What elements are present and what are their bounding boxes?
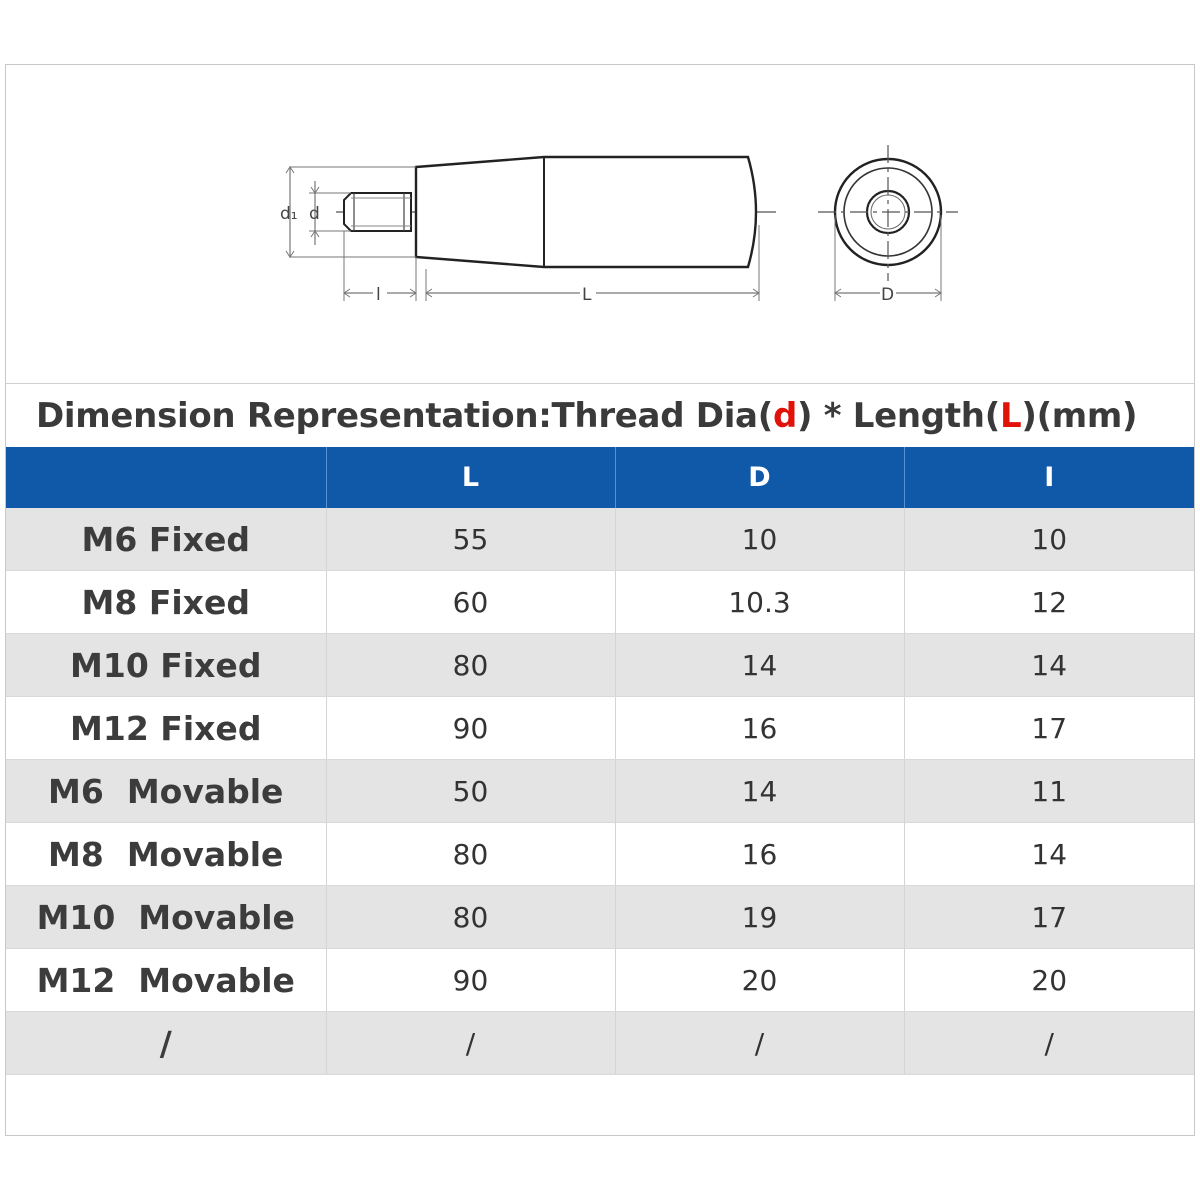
row-L: / xyxy=(326,1012,615,1075)
label-D: D xyxy=(881,285,895,305)
row-D: 10.3 xyxy=(615,571,904,634)
row-D: 10 xyxy=(615,508,904,571)
header-model xyxy=(6,447,326,508)
caption-middle: ) * Length( xyxy=(796,396,1000,436)
row-D: 14 xyxy=(615,760,904,823)
header-D: D xyxy=(615,447,904,508)
spec-sheet xyxy=(5,64,1195,1136)
table-row xyxy=(6,1012,1194,1075)
row-L: 80 xyxy=(326,886,615,949)
row-model: M12 Movable xyxy=(6,949,326,1012)
row-I: 14 xyxy=(904,634,1194,697)
technical-drawing xyxy=(6,65,1194,383)
row-I: 10 xyxy=(904,508,1194,571)
caption-bar xyxy=(6,383,1194,448)
row-L: 55 xyxy=(326,508,615,571)
end-view-shape xyxy=(818,145,958,301)
row-D: 20 xyxy=(615,949,904,1012)
row-model: M8 Fixed xyxy=(6,571,326,634)
table-row xyxy=(6,508,1194,571)
table-row xyxy=(6,571,1194,634)
row-D: 16 xyxy=(615,697,904,760)
row-L: 90 xyxy=(326,949,615,1012)
row-I: 12 xyxy=(904,571,1194,634)
row-D: 16 xyxy=(615,823,904,886)
row-I: / xyxy=(904,1012,1194,1075)
table-row xyxy=(6,823,1194,886)
row-L: 90 xyxy=(326,697,615,760)
label-L: L xyxy=(582,285,592,305)
row-model: M6 Fixed xyxy=(6,508,326,571)
spec-table xyxy=(6,447,1194,1075)
row-model: M8 Movable xyxy=(6,823,326,886)
table-row xyxy=(6,886,1194,949)
row-I: 17 xyxy=(904,886,1194,949)
table-row xyxy=(6,634,1194,697)
caption-var-L: L xyxy=(999,396,1022,436)
row-L: 80 xyxy=(326,823,615,886)
label-l: l xyxy=(376,285,381,305)
dimension-caption xyxy=(36,396,1137,436)
label-d: d xyxy=(309,204,320,224)
row-I: 20 xyxy=(904,949,1194,1012)
row-D: / xyxy=(615,1012,904,1075)
row-L: 50 xyxy=(326,760,615,823)
row-I: 17 xyxy=(904,697,1194,760)
row-L: 60 xyxy=(326,571,615,634)
row-model: M12 Fixed xyxy=(6,697,326,760)
row-model: / xyxy=(6,1012,326,1075)
row-model: M6 Movable xyxy=(6,760,326,823)
row-I: 14 xyxy=(904,823,1194,886)
table-row xyxy=(6,760,1194,823)
table-row xyxy=(6,697,1194,760)
row-L: 80 xyxy=(326,634,615,697)
table-header-row xyxy=(6,447,1194,508)
header-I: I xyxy=(904,447,1194,508)
caption-var-d: d xyxy=(772,396,797,436)
caption-prefix: Dimension Representation:Thread Dia( xyxy=(36,396,773,436)
caption-suffix: )(mm) xyxy=(1021,396,1138,436)
row-D: 14 xyxy=(615,634,904,697)
table-row xyxy=(6,949,1194,1012)
footer-blank xyxy=(6,1075,1194,1135)
label-d1: d₁ xyxy=(280,204,298,224)
handle-body-shape xyxy=(416,157,756,267)
row-D: 19 xyxy=(615,886,904,949)
row-I: 11 xyxy=(904,760,1194,823)
row-model: M10 Movable xyxy=(6,886,326,949)
thread-stud-shape xyxy=(344,193,411,231)
header-L: L xyxy=(326,447,615,508)
row-model: M10 Fixed xyxy=(6,634,326,697)
